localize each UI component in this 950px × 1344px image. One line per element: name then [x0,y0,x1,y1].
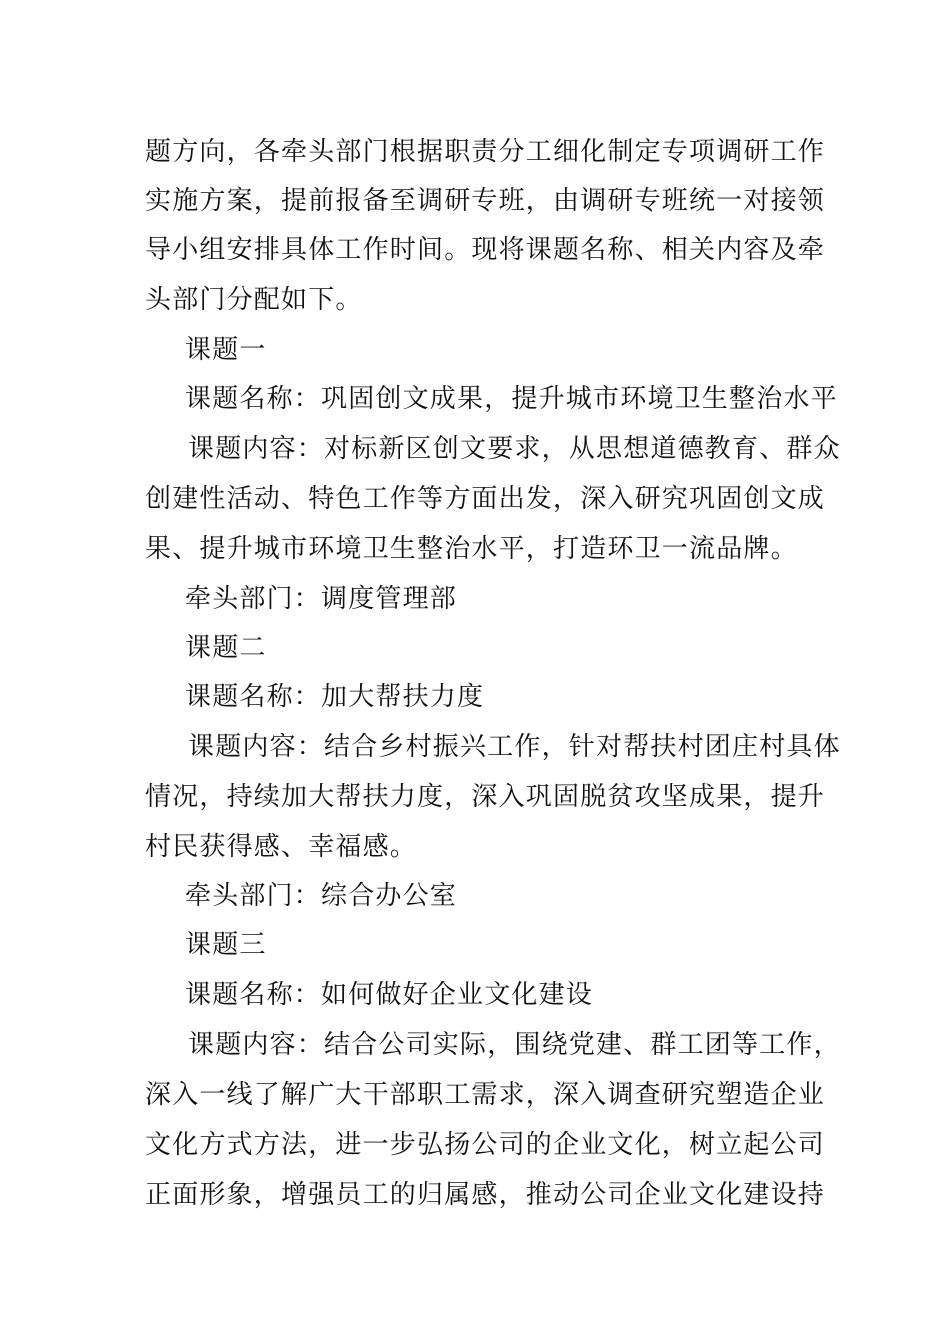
lead-department: 牵头部门：调度管理部 [185,584,458,614]
topic-content-line: 村民获得感、幸福感。 [145,832,418,862]
topic-content-line: 创建性活动、特色工作等方面出发，深入研究巩固创文成 [145,484,826,514]
topic-name: 课题名称：巩固创文成果，提升城市环境卫生整治水平 [185,384,838,414]
paragraph-line: 导小组安排具体工作时间。现将课题名称、相关内容及牵 [145,235,826,265]
topic-name: 课题名称：加大帮扶力度 [185,682,485,712]
topic-heading: 课题一 [185,335,267,365]
paragraph-line: 头部门分配如下。 [145,285,363,315]
topic-content-line: 正面形象，增强员工的归属感，推动公司企业文化建设持 [145,1180,826,1210]
topic-heading: 课题三 [185,930,267,960]
topic-content-line: 情况，持续加大帮扶力度，深入巩固脱贫攻坚成果，提升 [145,782,826,812]
paragraph-line: 实施方案，提前报备至调研专班，由调研专班统一对接领 [145,186,826,216]
topic-content-line: 果、提升城市环境卫生整治水平，打造环卫一流品牌。 [145,534,798,564]
topic-name: 课题名称：如何做好企业文化建设 [185,980,594,1010]
topic-heading: 课题二 [185,633,267,663]
topic-content-line: 课题内容：对标新区创文要求，从思想道德教育、群众 [188,434,841,464]
lead-department: 牵头部门：综合办公室 [185,881,458,911]
topic-content-line: 课题内容：结合公司实际，围绕党建、群工团等工作， [188,1030,841,1060]
topic-content-line: 课题内容：结合乡村振兴工作，针对帮扶村团庄村具体 [188,732,841,762]
topic-content-line: 文化方式方法，进一步弘扬公司的企业文化，树立起公司 [145,1130,826,1160]
topic-content-line: 深入一线了解广大干部职工需求，深入调查研究塑造企业 [145,1080,826,1110]
paragraph-line: 题方向，各牵头部门根据职责分工细化制定专项调研工作 [145,137,826,167]
